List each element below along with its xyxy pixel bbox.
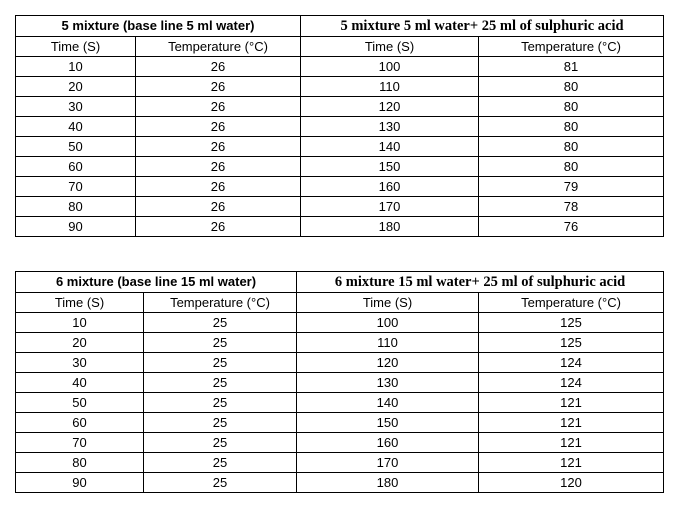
acid-time-cell: 150 xyxy=(301,157,479,177)
acid-time-cell: 160 xyxy=(297,433,479,453)
mixture-6-title-row xyxy=(16,272,664,293)
table-row xyxy=(16,57,664,77)
mixture-5-acid-time-header: Time (S) xyxy=(301,37,479,57)
acid-temperature-cell: 121 xyxy=(479,413,664,433)
acid-time-cell: 150 xyxy=(297,413,479,433)
baseline-temperature-cell: 26 xyxy=(136,117,301,137)
table-row xyxy=(16,373,664,393)
baseline-temperature-cell: 25 xyxy=(144,473,297,493)
mixture-5-acid-temperature-header: Temperature (°C) xyxy=(479,37,664,57)
table-row xyxy=(16,217,664,237)
baseline-time-cell: 80 xyxy=(16,197,136,217)
baseline-temperature-cell: 25 xyxy=(144,353,297,373)
acid-time-cell: 100 xyxy=(297,313,479,333)
table-row xyxy=(16,453,664,473)
baseline-time-cell: 30 xyxy=(16,353,144,373)
baseline-time-cell: 10 xyxy=(16,313,144,333)
acid-time-cell: 100 xyxy=(301,57,479,77)
mixture-6-baseline-temperature-header: Temperature (°C) xyxy=(144,293,297,313)
baseline-time-cell: 60 xyxy=(16,157,136,177)
baseline-temperature-cell: 26 xyxy=(136,57,301,77)
table-row xyxy=(16,433,664,453)
baseline-time-cell: 40 xyxy=(16,373,144,393)
baseline-time-cell: 90 xyxy=(16,473,144,493)
baseline-temperature-cell: 25 xyxy=(144,433,297,453)
mixture-5-baseline-time-header: Time (S) xyxy=(16,37,136,57)
acid-temperature-cell: 125 xyxy=(479,313,664,333)
mixture-5-table-body xyxy=(16,16,664,237)
mixture-5-acid-title: 5 mixture 5 ml water+ 25 ml of sulphuric acid xyxy=(301,16,664,37)
acid-temperature-cell: 124 xyxy=(479,373,664,393)
table-row xyxy=(16,333,664,353)
acid-temperature-cell: 76 xyxy=(479,217,664,237)
acid-temperature-cell: 81 xyxy=(479,57,664,77)
acid-time-cell: 160 xyxy=(301,177,479,197)
table-row xyxy=(16,313,664,333)
table-row xyxy=(16,413,664,433)
table-row xyxy=(16,353,664,373)
baseline-temperature-cell: 25 xyxy=(144,333,297,353)
baseline-time-cell: 20 xyxy=(16,333,144,353)
baseline-temperature-cell: 25 xyxy=(144,373,297,393)
table-row xyxy=(16,393,664,413)
baseline-time-cell: 50 xyxy=(16,393,144,413)
baseline-time-cell: 40 xyxy=(16,117,136,137)
baseline-time-cell: 60 xyxy=(16,413,144,433)
table-row xyxy=(16,157,664,177)
acid-time-cell: 180 xyxy=(297,473,479,493)
acid-time-cell: 140 xyxy=(301,137,479,157)
acid-time-cell: 120 xyxy=(297,353,479,373)
baseline-temperature-cell: 26 xyxy=(136,217,301,237)
table-row xyxy=(16,177,664,197)
baseline-temperature-cell: 25 xyxy=(144,453,297,473)
baseline-temperature-cell: 26 xyxy=(136,177,301,197)
acid-time-cell: 170 xyxy=(297,453,479,473)
acid-temperature-cell: 79 xyxy=(479,177,664,197)
acid-temperature-cell: 125 xyxy=(479,333,664,353)
mixture-6-table xyxy=(15,271,664,493)
acid-temperature-cell: 121 xyxy=(479,453,664,473)
acid-temperature-cell: 121 xyxy=(479,433,664,453)
mixture-5-baseline-title: 5 mixture (base line 5 ml water) xyxy=(16,16,301,37)
baseline-temperature-cell: 25 xyxy=(144,413,297,433)
baseline-time-cell: 10 xyxy=(16,57,136,77)
acid-time-cell: 180 xyxy=(301,217,479,237)
baseline-time-cell: 90 xyxy=(16,217,136,237)
baseline-temperature-cell: 26 xyxy=(136,137,301,157)
baseline-time-cell: 50 xyxy=(16,137,136,157)
table-row xyxy=(16,137,664,157)
acid-time-cell: 110 xyxy=(297,333,479,353)
baseline-time-cell: 80 xyxy=(16,453,144,473)
mixture-6-baseline-time-header: Time (S) xyxy=(16,293,144,313)
acid-temperature-cell: 80 xyxy=(479,157,664,177)
baseline-temperature-cell: 26 xyxy=(136,77,301,97)
acid-temperature-cell: 124 xyxy=(479,353,664,373)
table-row xyxy=(16,473,664,493)
baseline-temperature-cell: 26 xyxy=(136,97,301,117)
table-row xyxy=(16,77,664,97)
acid-time-cell: 130 xyxy=(301,117,479,137)
acid-time-cell: 130 xyxy=(297,373,479,393)
mixture-6-acid-time-header: Time (S) xyxy=(297,293,479,313)
mixture-6-baseline-title: 6 mixture (base line 15 ml water) xyxy=(16,272,297,293)
acid-temperature-cell: 80 xyxy=(479,97,664,117)
baseline-temperature-cell: 25 xyxy=(144,393,297,413)
acid-time-cell: 140 xyxy=(297,393,479,413)
acid-temperature-cell: 78 xyxy=(479,197,664,217)
baseline-time-cell: 20 xyxy=(16,77,136,97)
acid-time-cell: 120 xyxy=(301,97,479,117)
mixture-6-acid-temperature-header: Temperature (°C) xyxy=(479,293,664,313)
table-row xyxy=(16,197,664,217)
mixture-5-baseline-temperature-header: Temperature (°C) xyxy=(136,37,301,57)
mixture-5-title-row xyxy=(16,16,664,37)
table-row xyxy=(16,97,664,117)
mixture-6-table-body xyxy=(16,272,664,493)
acid-temperature-cell: 121 xyxy=(479,393,664,413)
acid-temperature-cell: 120 xyxy=(479,473,664,493)
baseline-temperature-cell: 26 xyxy=(136,157,301,177)
acid-time-cell: 170 xyxy=(301,197,479,217)
table-row xyxy=(16,117,664,137)
mixture-6-acid-title: 6 mixture 15 ml water+ 25 ml of sulphuric acid xyxy=(297,272,664,293)
baseline-temperature-cell: 26 xyxy=(136,197,301,217)
baseline-temperature-cell: 25 xyxy=(144,313,297,333)
baseline-time-cell: 70 xyxy=(16,433,144,453)
acid-temperature-cell: 80 xyxy=(479,137,664,157)
acid-time-cell: 110 xyxy=(301,77,479,97)
baseline-time-cell: 30 xyxy=(16,97,136,117)
mixture-6-header-row xyxy=(16,293,664,313)
mixture-5-header-row xyxy=(16,37,664,57)
acid-temperature-cell: 80 xyxy=(479,77,664,97)
acid-temperature-cell: 80 xyxy=(479,117,664,137)
mixture-5-table xyxy=(15,15,664,237)
baseline-time-cell: 70 xyxy=(16,177,136,197)
